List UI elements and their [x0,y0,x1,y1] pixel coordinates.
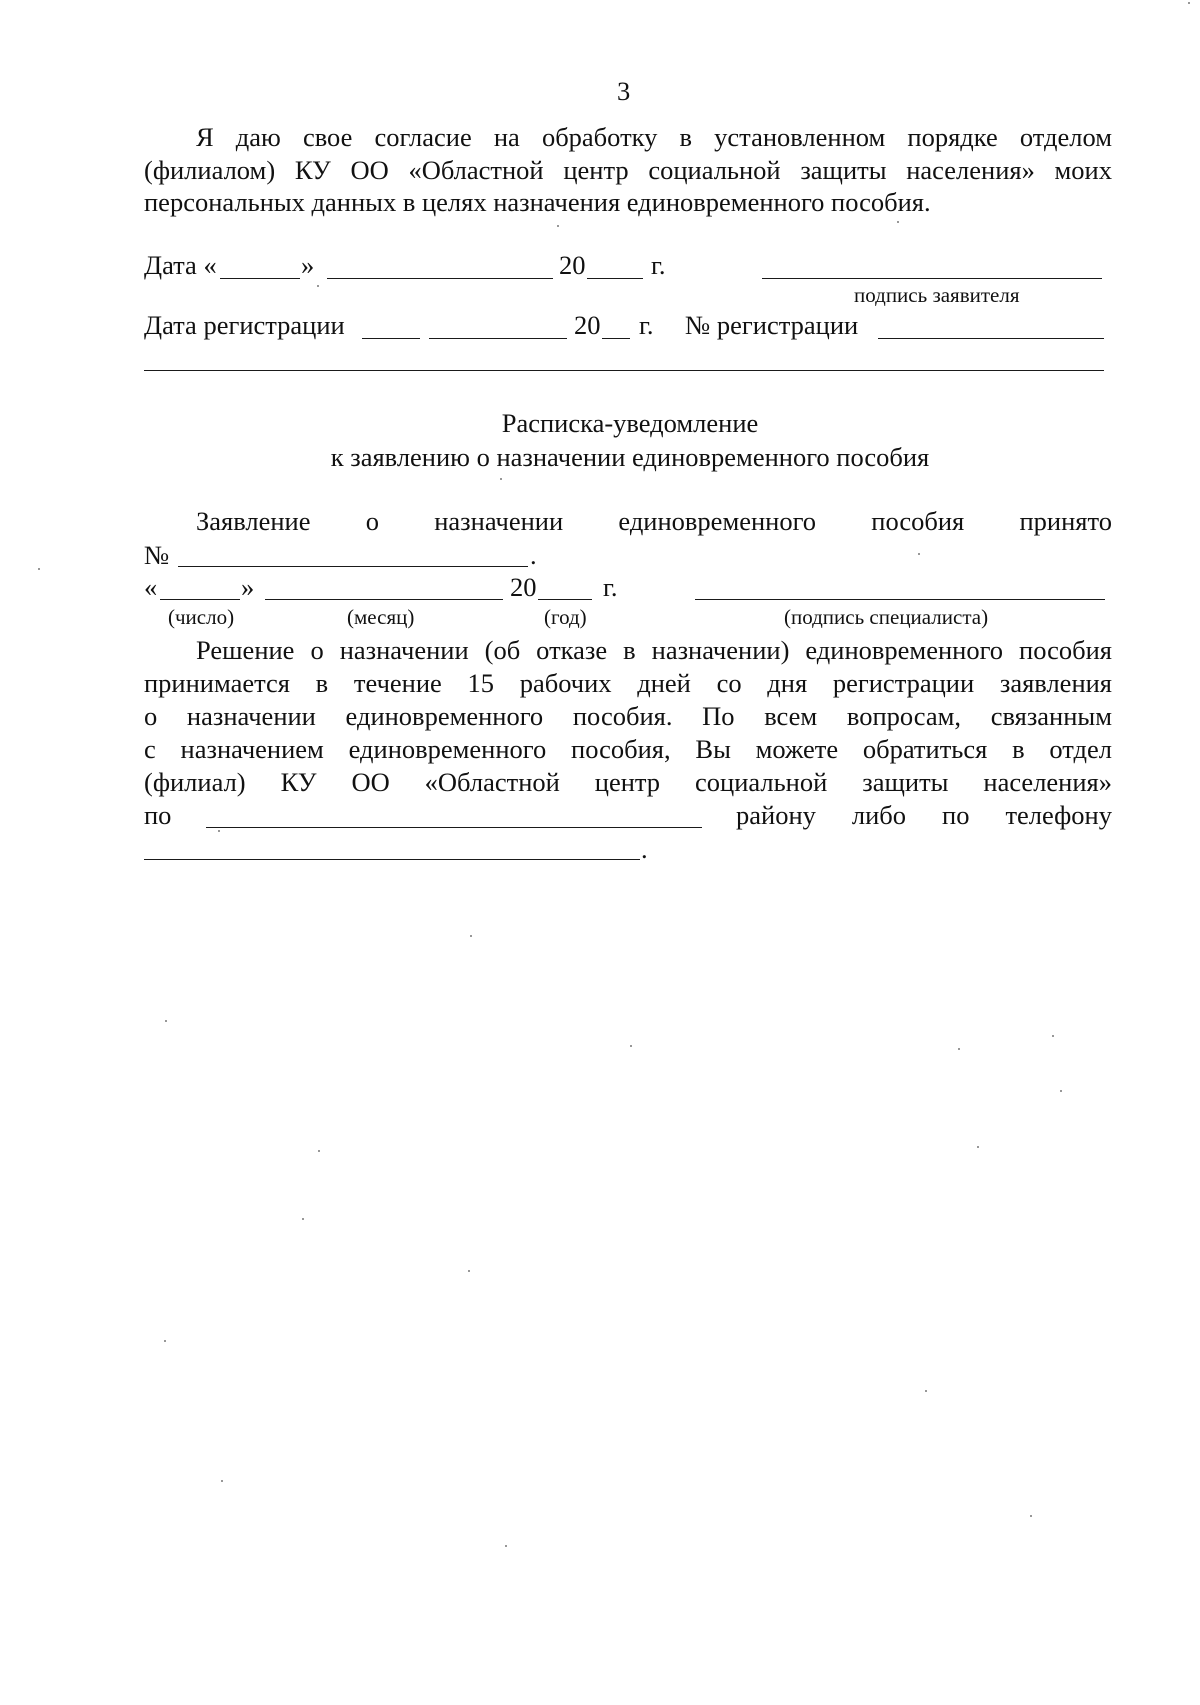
registration-number-blank[interactable] [878,338,1104,339]
receipt-day-blank[interactable] [160,599,240,600]
decision-line-5: (филиал) КУ ОО «Областной центр социальной защиты населения» [144,767,1112,797]
scan-speck [977,1146,979,1148]
scan-speck [317,285,319,287]
scan-speck [1060,1090,1062,1092]
scan-speck [897,221,899,223]
district-words [736,802,1112,829]
application-number-blank[interactable] [178,566,528,567]
caption-day: (число) [168,605,235,629]
number-sign: № [144,540,170,570]
accepted-word: Заявление [196,506,311,536]
registration-year-blank[interactable] [602,338,630,339]
scan-speck [918,553,920,555]
district-prefix: по [144,800,172,830]
district-blank[interactable] [206,827,702,828]
date-year-blank[interactable] [587,278,643,279]
receipt-year-prefix: 20 [510,572,537,602]
registration-year-suffix: г. [639,310,654,340]
consent-line-2: (филиалом) КУ ОО «Областной центр социальной защиты населения» моих [144,155,1112,185]
date-quote-close: » [301,250,315,280]
date-year-prefix: 20 [559,250,586,280]
scan-speck [1030,1515,1032,1517]
accepted-word: о [365,506,379,536]
receipt-quote-open: « [144,572,158,602]
consent-line-1: Я даю свое согласие на обработку в установленном порядке отделом [196,122,1112,152]
registration-year-prefix: 20 [574,310,601,340]
scan-speck [505,1545,507,1547]
district-word: либо [851,800,907,830]
scan-speck [221,1480,223,1482]
specialist-signature-blank[interactable] [695,599,1105,600]
scan-speck [557,225,559,227]
date-label: Дата « [144,250,217,280]
district-word: телефону [1005,800,1112,830]
accepted-word: принято [1019,506,1112,536]
accepted-line [196,508,1112,535]
section-separator [144,370,1104,371]
accepted-word: единовременного [618,506,817,536]
date-month-blank[interactable] [327,278,553,279]
decision-line-3: о назначении единовременного пособия. По всем вопросам, связанным [144,701,1112,731]
receipt-month-blank[interactable] [265,599,503,600]
scan-speck [925,1390,927,1392]
scan-speck [470,935,472,937]
registration-day-blank[interactable] [362,338,420,339]
scan-speck [302,1218,304,1220]
date-year-suffix: г. [651,250,666,280]
district-word: району [736,800,816,830]
scan-speck [218,830,220,832]
phone-period: . [641,834,648,864]
scan-speck [38,568,40,570]
receipt-subtitle: к заявлению о назначении единовременного пособия [330,442,930,472]
applicant-signature-blank[interactable] [762,278,1102,279]
date-day-blank[interactable] [220,278,300,279]
scan-speck [318,1150,320,1152]
scan-speck [1188,2,1190,4]
page-number: 3 [617,76,631,106]
receipt-year-blank[interactable] [538,599,592,600]
registration-number-label: № регистрации [685,310,859,340]
scan-speck [164,1340,166,1342]
applicant-signature-caption: подпись заявителя [854,283,1020,307]
scan-speck [958,1048,960,1050]
decision-line-4: с назначением единовременного пособия, Вы можете обратиться в отдел [144,734,1112,764]
district-word: по [942,800,970,830]
caption-month: (месяц) [347,605,415,629]
receipt-quote-close: » [241,572,255,602]
number-period: . [530,540,537,570]
scan-speck [630,1045,632,1047]
receipt-title: Расписка-уведомление [501,408,759,438]
caption-signature: (подпись специалиста) [784,605,989,629]
decision-line-1: Решение о назначении (об отказе в назначении) единовременного пособия [196,635,1112,665]
decision-line-2: принимается в течение 15 рабочих дней со дня регистрации заявления [144,668,1112,698]
scan-speck [165,1020,167,1022]
accepted-word: назначении [434,506,564,536]
scan-speck [1052,1035,1054,1037]
phone-blank[interactable] [144,859,640,860]
consent-line-3: персональных данных в целях назначения единовременного пособия. [144,187,931,217]
caption-year: (год) [544,605,587,629]
receipt-year-suffix: г. [603,572,618,602]
scan-speck [500,478,502,480]
registration-date-label: Дата регистрации [144,310,345,340]
registration-month-blank[interactable] [429,338,567,339]
scan-speck [468,1270,470,1272]
accepted-word: пособия [871,506,965,536]
